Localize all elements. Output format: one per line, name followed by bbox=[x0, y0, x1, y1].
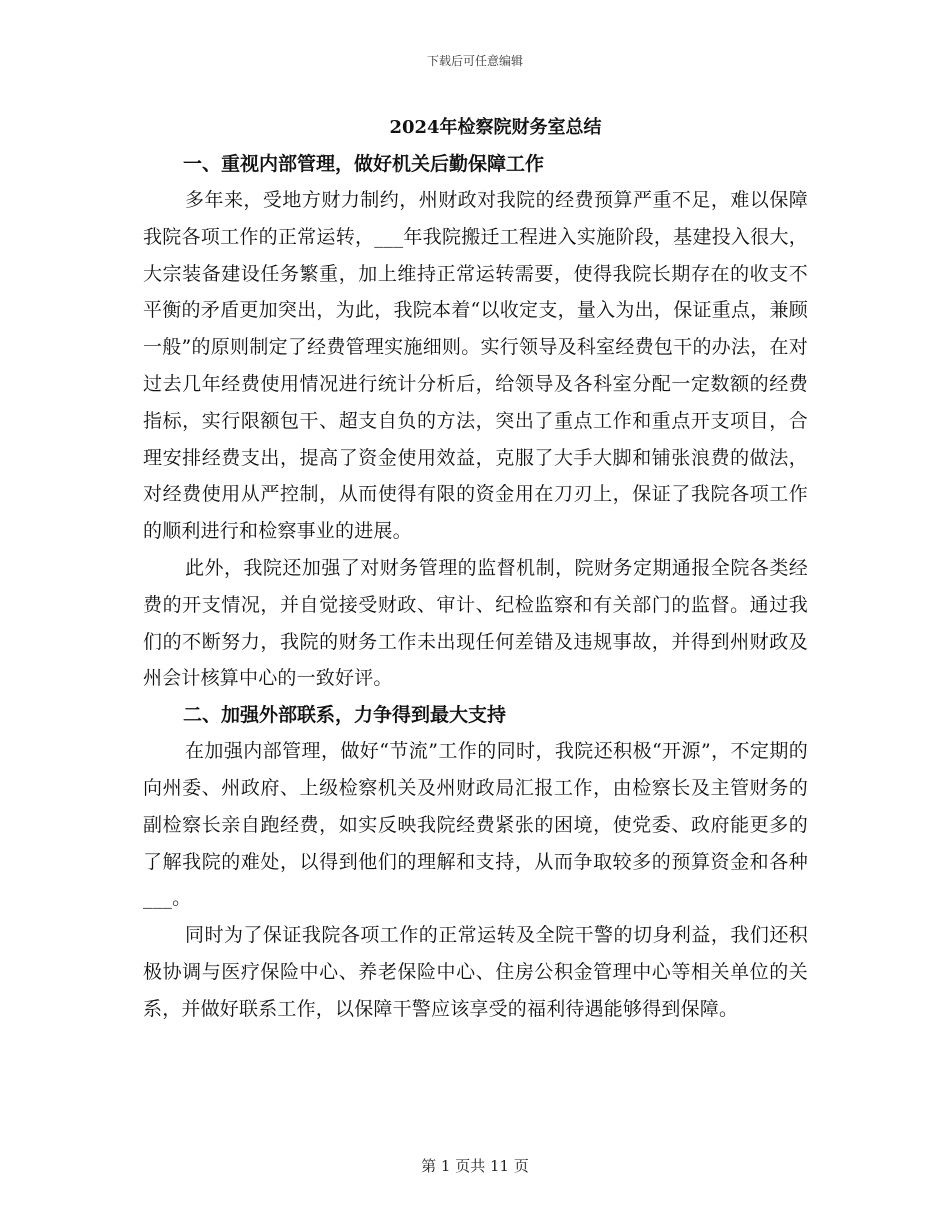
header-note: 下载后可任意编辑 bbox=[426, 54, 523, 68]
paragraph: 同时为了保证我院各项工作的正常运转及全院干警的切身利益，我们还积极协调与医疗保险中心、养老保险中心、住房公积金管理中心等相关单位的关系，并做好联系工作，以保障干警应该享受的福利待遇能够得到保障。 bbox=[143, 924, 808, 1020]
paragraph: 多年来，受地方财力制约，州财政对我院的经费预算严重不足，难以保障我院各项工作的正常运转，___年我院搬迁工程进入实施阶段，基建投入很大，大宗装备建设任务繁重，加上维持正常运转需要，使得我院长期存在的收支不平衡的矛盾更加突出，为此，我院本着“以收定支，量入为出，保证重点，兼顾一般”的原则制定了经费管理实施细则。实行领导及科室经费包干的办法，在对过去几年经费使用情况进行统计分析后，给领导及各科室分配一定数额的经费指标，实行限额包干、超支自负的方法，突出了重点工作和重点开支项目，合理安排经费支出，提高了资金使用效益，克服了大手大脚和铺张浪费的做法，对经费使用从严控制，从而使得有限的资金用在刀刃上，保证了我院各项工作的顺利进行和检察事业的进展。 bbox=[143, 189, 808, 543]
paragraph: 在加强内部管理，做好“节流”工作的同时，我院还积极“开源”，不定期的向州委、州政府、上级检察机关及州财政局汇报工作，由检察长及主管财务的副检察长亲自跑经费，如实反映我院经费紧张的困境，使党委、政府能更多的了解我院的难处，以得到他们的理解和支持，从而争取较多的预算资金和各种___。 bbox=[143, 740, 808, 910]
page-number: 第 1 页共 11 页 bbox=[421, 1157, 529, 1175]
document-title: 2024年检察院财务室总结 bbox=[389, 117, 602, 138]
document-body bbox=[143, 110, 808, 1028]
section-heading-1: 一、重视内部管理，做好机关后勤保障工作 bbox=[183, 153, 545, 175]
section-heading-2: 二、加强外部联系，力争得到最大支持 bbox=[183, 704, 507, 727]
paragraph: 此外，我院还加强了对财务管理的监督机制，院财务定期通报全院各类经费的开支情况，并自觉接受财政、审计、纪检监察和有关部门的监督。通过我们的不断努力，我院的财务工作未出现任何差错及违规事故，并得到州财政及州会计核算中心的一致好评。 bbox=[143, 556, 808, 690]
